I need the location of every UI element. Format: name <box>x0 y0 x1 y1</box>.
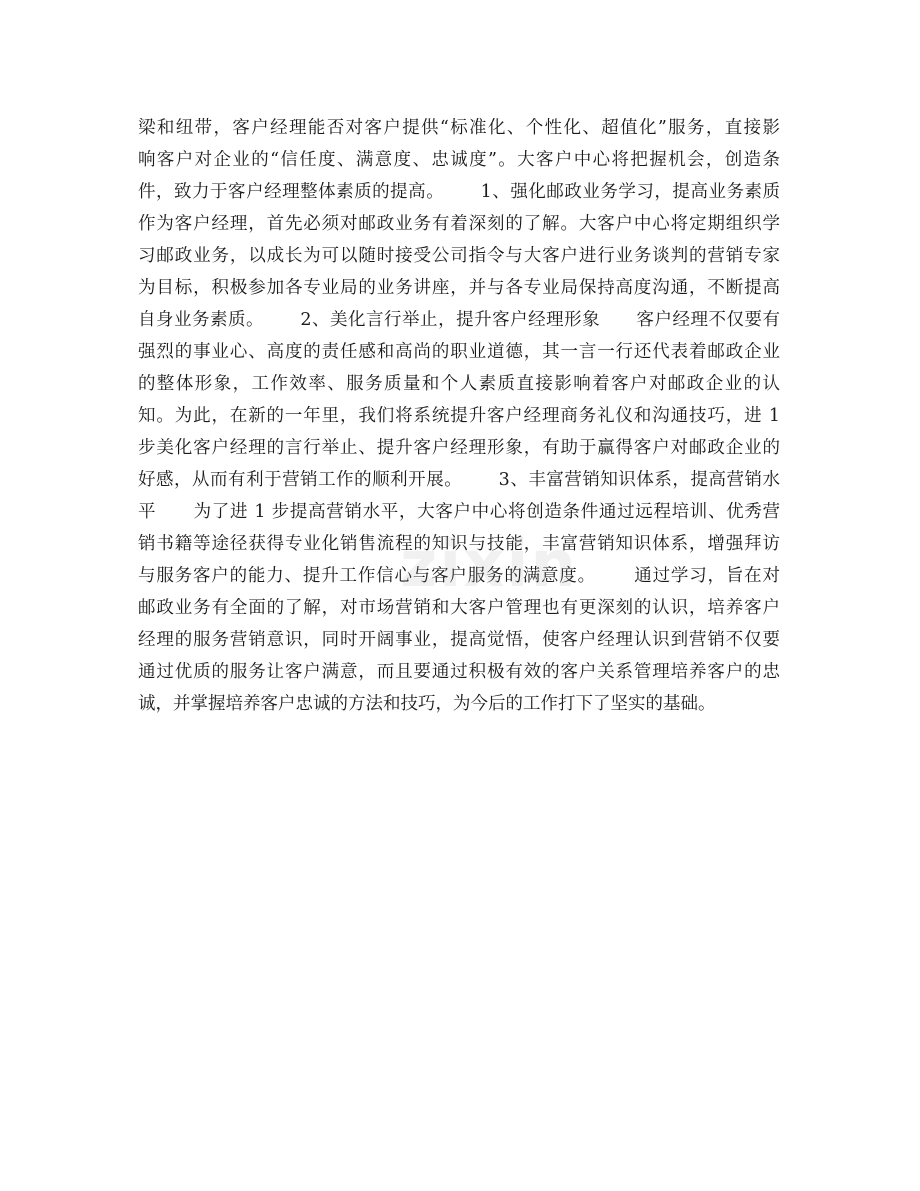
text-line: 好感，从而有利于营销工作的顺利开展。 3、丰富营销知识体系，提高营销水 <box>138 470 780 490</box>
text-line: 邮政业务有全面的了解，对市场营销和大客户管理也有更深刻的认识，培养客户 <box>138 598 780 618</box>
text-line: 知。为此，在新的一年里，我们将系统提升客户经理商务礼仪和沟通技巧，进 1 <box>138 406 780 426</box>
text-line: 步美化客户经理的言行举止、提升客户经理形象，有助于赢得客户对邮政企业的 <box>138 438 780 458</box>
text-line: 为目标，积极参加各专业局的业务讲座，并与各专业局保持高度沟通，不断提高 <box>138 278 780 298</box>
text-line: 自身业务素质。 2、美化言行举止，提升客户经理形象 客户经理不仅要有 <box>138 310 780 330</box>
text-line: 作为客户经理，首先必须对邮政业务有着深刻的了解。大客户中心将定期组织学 <box>138 214 780 234</box>
text-line: 的整体形象，工作效率、服务质量和个人素质直接影响着客户对邮政企业的认 <box>138 374 780 394</box>
text-line: 经理的服务营销意识，同时开阔事业，提高觉悟，使客户经理认识到营销不仅要 <box>138 630 780 650</box>
document-body <box>138 112 780 720</box>
text-line: 销书籍等途径获得专业化销售流程的知识与技能，丰富营销知识体系，增强拜访 <box>138 534 780 554</box>
text-line: 与服务客户的能力、提升工作信心与客户服务的满意度。 通过学习，旨在对 <box>138 566 780 586</box>
text-line: 诚，并掌握培养客户忠诚的方法和技巧，为今后的工作打下了坚实的基础。 <box>138 694 716 714</box>
text-line: 梁和纽带，客户经理能否对客户提供“标准化、个性化、超值化”服务，直接影 <box>138 118 780 138</box>
text-line: 平 为了进 1 步提高营销水平，大客户中心将创造条件通过远程培训、优秀营 <box>138 502 780 522</box>
watermark: zixin <box>400 528 578 602</box>
text-line: 件，致力于客户经理整体素质的提高。 1、强化邮政业务学习，提高业务素质 <box>138 182 780 202</box>
text-line: 强烈的事业心、高度的责任感和高尚的职业道德，其一言一行还代表着邮政企业 <box>138 342 780 362</box>
text-line: 习邮政业务，以成长为可以随时接受公司指令与大客户进行业务谈判的营销专家 <box>138 246 780 266</box>
text-line: 通过优质的服务让客户满意，而且要通过积极有效的客户关系管理培养客户的忠 <box>138 662 780 682</box>
text-line: 响客户对企业的“信任度、满意度、忠诚度”。大客户中心将把握机会，创造条 <box>138 150 780 170</box>
